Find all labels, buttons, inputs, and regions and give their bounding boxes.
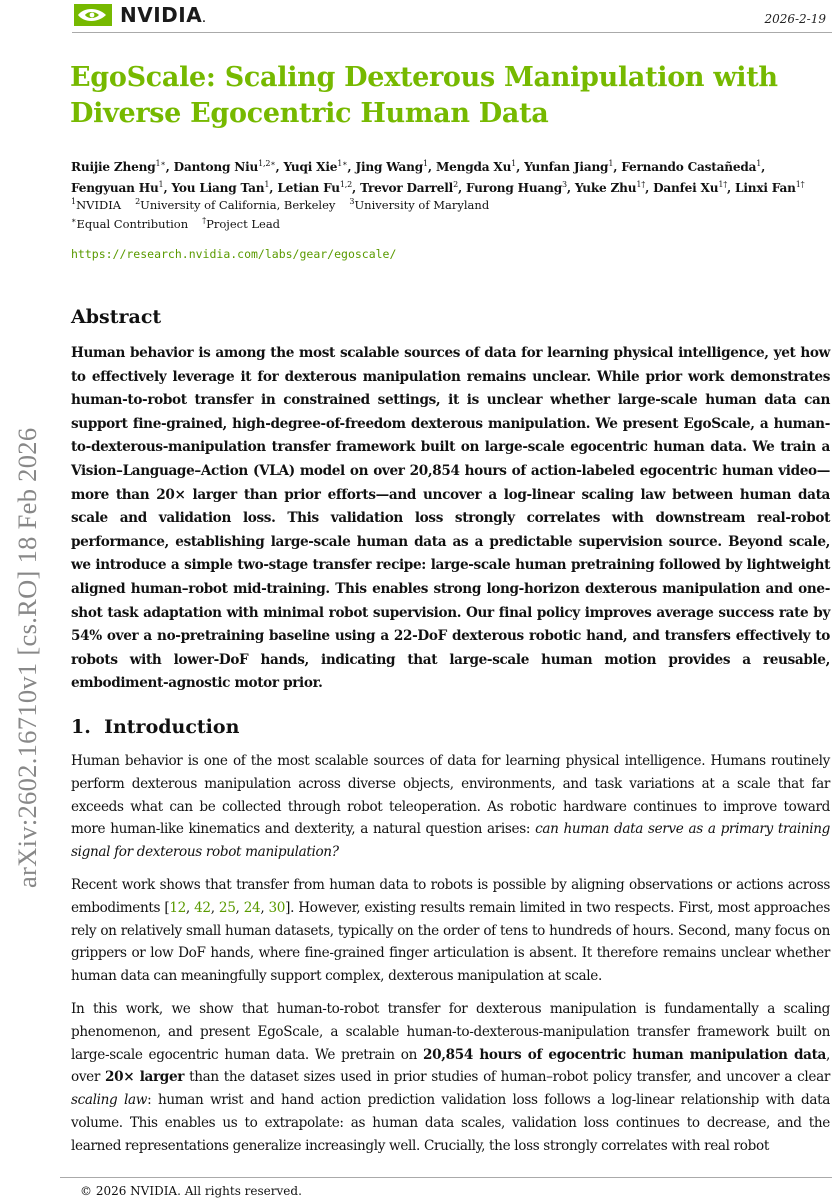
author-affiliation-mark: 1 [756, 159, 762, 168]
project-url-link[interactable]: https://research.nvidia.com/labs/gear/egoscale/ [71, 247, 397, 261]
author: Fernando Castañeda [621, 160, 757, 174]
author: Furong Huang [466, 181, 562, 195]
contribution-notes: ∗Equal Contribution †Project Lead [71, 216, 281, 231]
author: Trevor Darrell [360, 181, 454, 195]
abstract-body: Human behavior is among the most scalable sources of data for learning physical intelligence, yet how to effectively leverage it for dexterous manipulation remains unclear. While prior work demonstrates human-to-robot transfer in constrained settings, it is unclear whether large-scale human data can support fine-grained, high-degree-of-freedom dexterous manipulation. We present EgoScale, a human-to-dexterous-manipulation transfer framework built on large-scale egocentric human data. We train a Vision–Language–Action (VLA) model on over 20,854 hours of action-labeled egocentric human video—more than 20× larger than prior efforts—and uncover a log-linear scaling law between human data scale and validation loss. This validation loss strongly correlates with downstream real-robot performance, establishing large-scale human data as a predictable supervision source. Beyond scale, we introduce a simple two-stage transfer recipe: large-scale human pretraining followed by lightweight aligned human–robot mid-training. This enables strong long-horizon dexterous manipulation and one-shot task adaptation with minimal robot supervision. Our final policy improves average success rate by 54% over a no-pretraining baseline using a 22-DoF dexterous robotic hand, and transfers effectively to robots with lower-DoF hands, indicating that large-scale human motion provides a reusable, embodiment-agnostic motor prior. [71, 345, 830, 692]
citation-link[interactable]: 12 [169, 899, 186, 916]
nvidia-eye-icon [74, 4, 112, 26]
author-affiliation-mark: 1† [795, 180, 805, 189]
author: Ruijie Zheng [71, 160, 156, 174]
author: Yuke Zhu [574, 181, 637, 195]
nvidia-logo [74, 0, 206, 30]
author: Danfei Xu [653, 181, 719, 195]
author-list: Ruijie Zheng$^{1∗}$, Dantong Niu$^{1,2∗}$, Yuqi Xie$^{1∗}$, Jing Wang$^1$, Mengda Xu$^1$, Yunfan Jiang$^1$, Fernando Castañeda$^1$, Fengyuan Hu$^1$, You Liang Tan$^1$, Letian Fu$^{1,2}$, Trevor Darrell$^2$, Furong Huang$^3$, Yuke Zhu$^{1\dagger}$, Danfei $Xu^{1\dagger}$, Linxi Fan$^{1\dagger}$ [71, 159, 805, 195]
research-question: can human data serve as a primary training signal for dexterous robot manipulation? [71, 821, 831, 861]
affiliation-nvidia: NVIDIA [76, 198, 122, 212]
author: Linxi Fan [735, 181, 796, 195]
copyright-footer: © 2026 NVIDIA. All rights reserved. [80, 1184, 302, 1198]
author-affiliation-mark: 1,2 [339, 180, 353, 189]
affiliations: $^1$NVIDIA $^2$University of California, Berkeley $^3$University of Maryland [71, 197, 490, 212]
footer-divider [60, 1177, 832, 1178]
citation-link[interactable]: 30 [268, 899, 286, 916]
author-affiliation-mark: 1 [423, 159, 428, 168]
author: Yuqi Xie [283, 160, 338, 174]
citation-link[interactable]: 42 [194, 899, 211, 916]
arxiv-stamp [0, 0, 42, 888]
section-title: Introduction [104, 716, 240, 738]
project-lead-note: Project Lead [206, 217, 281, 231]
author-affiliation-mark: 1† [718, 180, 728, 189]
author-affiliation-mark: 1 [264, 180, 270, 189]
section-number: 1. [71, 716, 91, 738]
author-affiliation-mark: 1 [511, 159, 517, 168]
author: Fengyuan Hu [71, 181, 159, 195]
abstract-heading: Abstract [71, 306, 162, 328]
author: Dantong Niu [173, 160, 259, 174]
author-affiliation-mark: 1,2∗ [258, 159, 276, 168]
citation-link[interactable]: 25 [218, 899, 236, 916]
author-affiliation-mark: 1† [636, 180, 646, 189]
nvidia-wordmark: NVIDIA. [120, 3, 207, 27]
author: Mengda Xu [435, 160, 512, 174]
author-affiliation-mark: 2 [453, 180, 458, 189]
equal-contribution-note: Equal Contribution [76, 217, 189, 231]
author-affiliation-mark: 3 [561, 180, 567, 189]
paper-title: EgoScale: Scaling Dexterous Manipulation with Diverse Egocentric Human Data [70, 62, 778, 129]
intro-paragraph-2: Recent work shows that transfer from human data to robots is possible by aligning observations or actions across embodiments [12, 42, 25, 24, 30]. However, existing results remain limited in two respects. First, most approaches rely on relatively small human datasets, typically on the order of tens to hundreds of hours. Second, many focus on grippers or low DoF hands, where fine-grained finger articulation is absent. It therefore remains unclear whether human data can meaningfully support complex, dexterous manipulation at scale. [71, 876, 830, 985]
author: Jing Wang [355, 160, 424, 174]
arxiv-identifier: arXiv:2602.16710v1 [cs.RO] 18 Feb 2026 [12, 427, 42, 888]
affiliation-maryland: University of Maryland [354, 198, 490, 212]
header-divider [72, 32, 832, 33]
affiliation-berkeley: University of California, Berkeley [140, 198, 336, 212]
author: You Liang Tan [171, 181, 265, 195]
author: Letian Fu [277, 181, 340, 195]
intro-paragraph-3: In this work, we show that human-to-robot transfer for dexterous manipulation is fundamentally a scaling phenomenon, and present EgoScale, a scalable human-to-dexterous-manipulation transfer framework built on large-scale egocentric human data. We pretrain on 20,854 hours of egocentric human manipulation data, over 20× larger than the dataset sizes used in prior studies of human–robot policy transfer, and uncover a clear scaling law: human wrist and hand action prediction validation loss follows a log-linear relationship with data volume. This enables us to extrapolate: as human data scales, validation loss continues to decrease, and the learned representations generalize increasingly well. Crucially, the loss strongly correlates with real robot [71, 1000, 831, 1154]
author-affiliation-mark: 1∗ [155, 159, 166, 168]
citation-link[interactable]: 24 [243, 899, 261, 916]
intro-paragraph-1: Human behavior is one of the most scalable sources of data for learning physical intelligence. Humans routinely perform dexterous manipulation across diverse objects, environments, and task variations at a scale that far exceeds what can be collected through robot teleoperation. As robotic hardware continues to improve toward more human-like kinematics and dexterity, a natural question arises: can human data serve as a primary training signal for dexterous robot manipulation? [71, 753, 831, 861]
author: Yunfan Jiang [524, 160, 609, 174]
author-affiliation-mark: 1 [608, 159, 614, 168]
author-affiliation-mark: 1∗ [337, 159, 348, 168]
header-date: 2026-2-19 [764, 12, 826, 26]
introduction-heading [71, 716, 239, 738]
introduction-body [71, 750, 830, 1168]
author-affiliation-mark: 1 [158, 180, 164, 189]
